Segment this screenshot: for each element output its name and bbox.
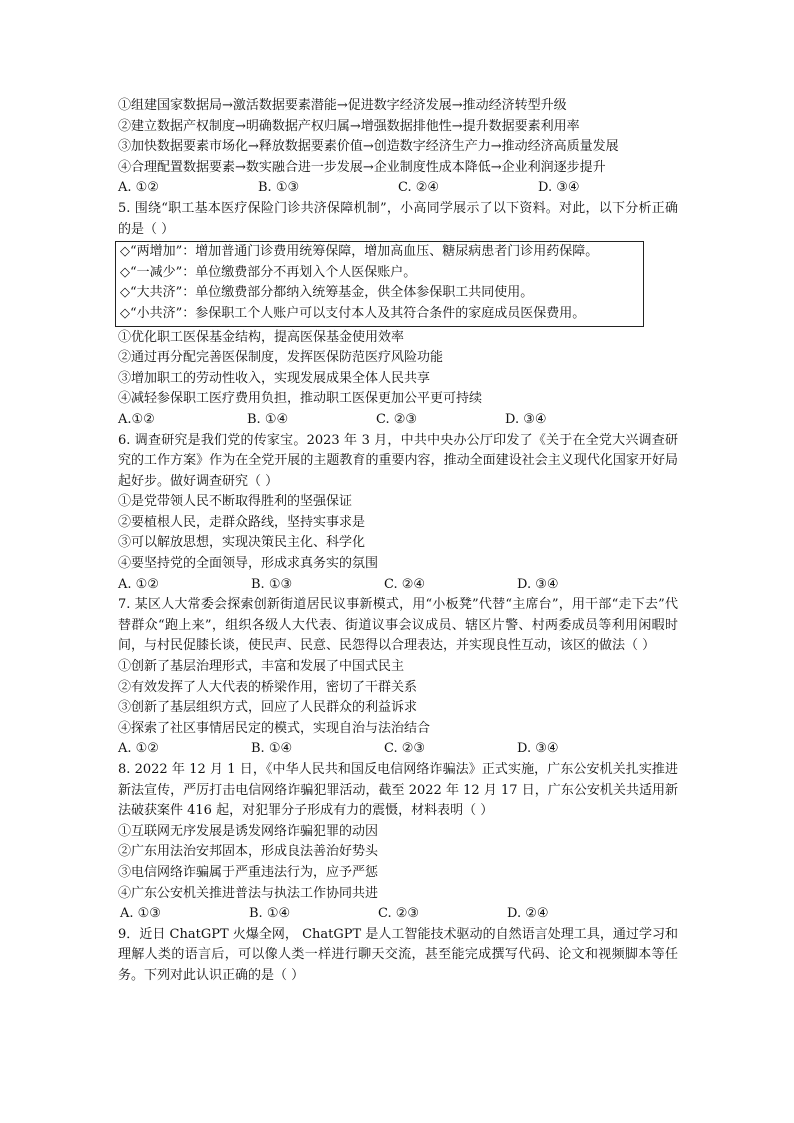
q5-item-1: ①优化职工医保基金结构，提高医保基金使用效率 [118, 329, 405, 345]
q4-item-1: ①组建国家数据局→激活数据要素潜能→促进数字经济发展→推动经济转型升级 [118, 98, 567, 113]
q6-option-a[interactable]: A. ①② [118, 576, 159, 592]
q6-options [118, 575, 678, 596]
q6-item-3: ③可以解放思想，实现决策民主化、科学化 [118, 535, 366, 551]
q4-item-2: ②建立数据产权制度→明确数据产权归属→增强数据排他性→提升数据要素利用率 [118, 118, 580, 134]
q6-stem: 6. 调查研究是我们党的传家宝。2023 年 3 月，中共中央办公厅印发了《关于在全党大兴调查研究的工作方案》作为在全党开展的主题教育的重要内容，推动全面建设社会主义现代化国家开好局起好步。做好调查研究（ ） [118, 432, 678, 489]
q8-options [118, 904, 678, 925]
q7-option-c[interactable]: C. ②③ [384, 741, 426, 757]
q7-item-2: ②有效发挥了人大代表的桥梁作用，密切了干群关系 [118, 679, 418, 695]
question-4-items [118, 96, 678, 199]
q7-option-d[interactable]: D. ③④ [517, 741, 559, 757]
q7-options [118, 739, 678, 760]
exam-page [118, 96, 678, 987]
q7-item-1: ①创新了基层治理形式，丰富和发展了中国式民主 [118, 659, 405, 675]
q5-box-line-1: ◇“两增加”：增加普通门诊费用统筹保障，增加高血压、糖尿病患者门诊用药保障。 [120, 244, 599, 260]
q8-option-b[interactable]: B. ①④ [249, 906, 291, 922]
q8-item-3: ③电信网络诈骗属于严重违法行为，应予严惩 [118, 864, 379, 880]
q6-item-2: ②要植根人民，走群众路线，坚持实事求是 [118, 514, 366, 530]
q5-material-box [115, 241, 644, 326]
q4-option-d[interactable]: D. ③④ [538, 180, 580, 196]
q4-option-a[interactable]: A. ①② [118, 180, 159, 196]
q4-item-4: ④合理配置数据要素→数实融合进一步发展→企业制度性成本降低→企业利润逐步提升 [118, 159, 606, 175]
q8-item-2: ②广东用法治安邦固本，形成良法善治好势头 [118, 844, 379, 860]
q4-option-c[interactable]: C. ②④ [398, 180, 440, 196]
q5-options [118, 410, 678, 431]
q7-stem: 7. 某区人大常委会探索创新街道居民议事新模式，用“小板凳”代替“主席台”，用干部“走下去”代替群众“跑上来”，组织各级人大代表、街道议事会议成员、辖区片警、村两委成员等利用闲暇时间，与村民促膝长谈，使民声、民意、民怨得以合理表达，并实现良性互动，该区的做法（ ） [118, 597, 678, 654]
q7-option-b[interactable]: B. ①④ [251, 741, 293, 757]
q6-option-d[interactable]: D. ③④ [517, 576, 559, 592]
q8-stem: 8. 2022 年 12 月 1 日，《中华人民共和国反电信网络诈骗法》正式实施，广东公安机关扎实推进新法宣传，严厉打击电信网络诈骗犯罪活动，截至 2022 年 12 月 17 日，广东公安机关共适用新法破获案件 416 起，对犯罪分子形成有力的震慑，材料表明（ ） [118, 762, 678, 819]
q5-item-4: ④减轻参保职工医疗费用负担，推动职工医保更加公平更可持续 [118, 391, 483, 407]
q6-item-1: ①是党带领人民不断取得胜利的坚强保证 [118, 494, 353, 510]
q6-option-b[interactable]: B. ①③ [251, 576, 293, 592]
question-8 [118, 760, 678, 925]
q5-item-3: ③增加职工的劳动性收入，实现发展成果全体人民共享 [118, 370, 431, 386]
q4-item-3: ③加快数据要素市场化→释放数据要素价值→创造数字经济生产力→推动经济高质量发展 [118, 139, 619, 155]
q7-option-a[interactable]: A. ①② [118, 741, 159, 757]
question-6 [118, 431, 678, 596]
q5-stem: 5. 围绕“职工基本医疗保险门诊共济保障机制”，小高同学展示了以下资料。对此，以下分析正确的是（ ） [118, 200, 678, 237]
q9-stem: 9．近日 ChatGPT 火爆全网， ChatGPT 是人工智能技术驱动的自然语言处理工具，通过学习和理解人类的语言后，可以像人类一样进行聊天交流，甚至能完成撰写代码、论文和视频脚本等任务。下列对此认识正确的是（ ） [118, 926, 678, 983]
q4-options [118, 178, 678, 199]
q8-option-a[interactable]: A. ①③ [120, 906, 161, 922]
q5-box-line-4: ◇“小共济”：参保职工个人账户可以支付本人及其符合条件的家庭成员医保费用。 [120, 305, 586, 321]
q7-item-4: ④探索了社区事情居民定的模式，实现自治与法治结合 [118, 720, 431, 736]
q5-box-line-3: ◇“大共济”：单位缴费部分都纳入统筹基金，供全体参保职工共同使用。 [120, 285, 534, 301]
q8-item-4: ④广东公安机关推进普法与执法工作协同共进 [118, 885, 379, 901]
q5-option-a[interactable]: A.①② [118, 411, 155, 427]
question-5 [118, 199, 678, 431]
question-7 [118, 595, 678, 760]
q8-item-1: ①互联网无序发展是诱发网络诈骗犯罪的动因 [118, 823, 379, 839]
q7-item-3: ③创新了基层组织方式，回应了人民群众的利益诉求 [118, 700, 418, 716]
q6-item-4: ④要坚持党的全面领导，形成求真务实的氛围 [118, 556, 379, 572]
q5-option-b[interactable]: B. ①④ [247, 411, 289, 427]
q4-option-b[interactable]: B. ①③ [258, 180, 300, 196]
q5-option-c[interactable]: C. ②③ [376, 411, 418, 427]
q8-option-d[interactable]: D. ②④ [507, 906, 549, 922]
q5-box-line-2: ◇“一减少”：单位缴费部分不再划入个人医保账户。 [120, 264, 417, 280]
q8-option-c[interactable]: C. ②③ [378, 906, 420, 922]
q5-option-d[interactable]: D. ③④ [505, 411, 547, 427]
q6-option-c[interactable]: C. ②④ [384, 576, 426, 592]
q5-item-2: ②通过再分配完善医保制度，发挥医保防范医疗风险功能 [118, 350, 444, 366]
question-9 [118, 925, 678, 987]
